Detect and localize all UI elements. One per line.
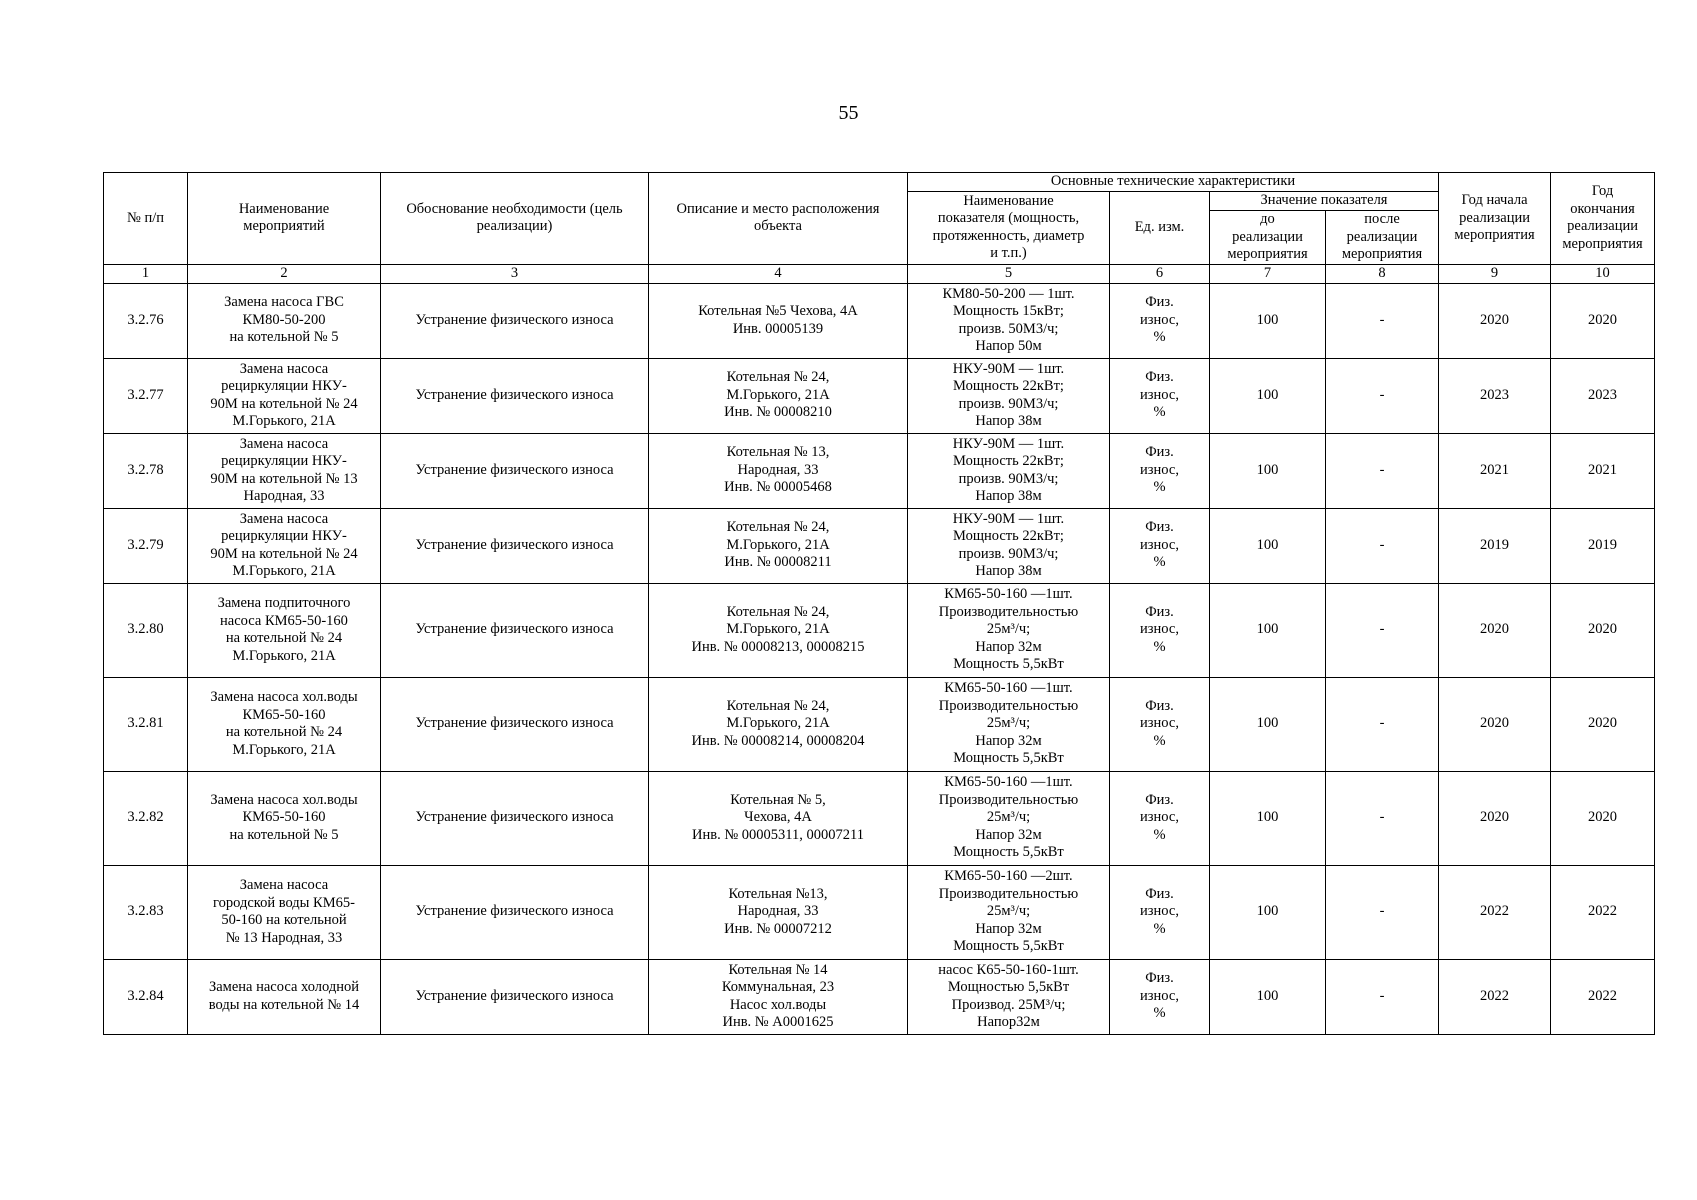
measure-name (188, 677, 381, 771)
header-name: Наименование мероприятий (188, 173, 381, 265)
column-number: 1 (104, 264, 188, 283)
tech-parameter (908, 433, 1110, 508)
measure-reason: Устранение физического износа (381, 771, 649, 865)
start-year: 2023 (1439, 358, 1551, 433)
column-number: 6 (1110, 264, 1210, 283)
tech-parameter-line: Напор 32м (975, 732, 1042, 749)
value-after: - (1326, 508, 1439, 583)
unit-of-measure-line: Физ. (1145, 885, 1174, 902)
measure-name-line: М.Горького, 21А (232, 741, 336, 758)
object-description-line: Инв. № 00005468 (724, 479, 832, 496)
measure-reason: Устранение физического износа (381, 959, 649, 1034)
unit-of-measure-line: % (1153, 1005, 1166, 1022)
unit-of-measure-line: Физ. (1145, 791, 1174, 808)
unit-of-measure (1110, 508, 1210, 583)
unit-of-measure-line: % (1153, 554, 1166, 571)
measure-name-line: Замена насоса ГВС (224, 294, 344, 311)
row-number: 3.2.80 (104, 583, 188, 677)
object-description-line: Котельная №5 Чехова, 4А (698, 303, 858, 319)
measure-name-line: Замена насоса хол.воды (210, 689, 358, 705)
tech-parameter-line: КМ80-50-200 — 1шт. (942, 285, 1075, 302)
row-number: 3.2.83 (104, 865, 188, 959)
object-description-line: М.Горького, 21А (726, 386, 830, 403)
header-num: № п/п (104, 173, 188, 265)
tech-parameter-line: Производительностью (938, 791, 1079, 808)
end-year: 2023 (1551, 358, 1655, 433)
unit-of-measure-line: Физ. (1145, 603, 1174, 620)
tech-parameter-line: Мощностью 5,5кВт (947, 979, 1070, 995)
measure-name-line: рециркуляции НКУ- (221, 453, 347, 469)
tech-parameter-line: Напор32м (977, 1014, 1040, 1030)
measure-name-line: 90М на котельной № 13 (210, 470, 358, 487)
table-row (104, 677, 1655, 771)
object-description (649, 508, 908, 583)
start-year: 2022 (1439, 959, 1551, 1034)
start-year: 2020 (1439, 771, 1551, 865)
tech-parameter-line: Мощность 22кВт; (953, 378, 1064, 394)
value-before: 100 (1210, 358, 1326, 433)
tech-parameter (908, 358, 1110, 433)
measure-name-line: городской воды КМ65- (213, 894, 355, 911)
page-number: 55 (838, 102, 859, 124)
tech-parameter-line: 25м³/ч; (986, 621, 1031, 638)
measure-reason: Устранение физического износа (381, 433, 649, 508)
value-after: - (1326, 583, 1439, 677)
object-description-line: Котельная № 14 (728, 961, 828, 978)
object-description-line: Коммунальная, 23 (721, 979, 835, 995)
measure-name-line: М.Горького, 21А (232, 413, 336, 429)
unit-of-measure (1110, 677, 1210, 771)
tech-parameter (908, 771, 1110, 865)
measure-name-line: Народная, 33 (243, 488, 325, 504)
measure-name-line: Замена насоса (239, 877, 329, 893)
value-after: - (1326, 959, 1439, 1034)
value-before: 100 (1210, 959, 1326, 1034)
object-description (649, 433, 908, 508)
tech-parameter-line: произв. 90М3/ч; (958, 395, 1059, 412)
object-description-line: Чехова, 4А (744, 809, 812, 826)
object-description (649, 358, 908, 433)
measure-name (188, 358, 381, 433)
row-number: 3.2.76 (104, 283, 188, 358)
tech-parameter-line: КМ65-50-160 —1шт. (944, 774, 1073, 791)
start-year: 2022 (1439, 865, 1551, 959)
measure-name-line: на котельной № 24 (225, 630, 343, 646)
value-before: 100 (1210, 508, 1326, 583)
object-description-line: Народная, 33 (737, 461, 819, 478)
unit-of-measure (1110, 358, 1210, 433)
column-number: 4 (649, 264, 908, 283)
value-before: 100 (1210, 283, 1326, 358)
tech-parameter-line: Мощность 15кВт; (953, 303, 1064, 319)
object-description-line: Котельная № 24, (726, 603, 830, 620)
column-number: 9 (1439, 264, 1551, 283)
measure-name-line: 50-160 на котельной (221, 912, 347, 928)
object-description-line: М.Горького, 21А (726, 715, 830, 732)
unit-of-measure-line: износ, (1140, 621, 1179, 638)
unit-of-measure-line: износ, (1140, 386, 1179, 403)
table-row (104, 508, 1655, 583)
tech-parameter-line: Мощность 22кВт; (953, 528, 1064, 544)
measure-reason: Устранение физического износа (381, 508, 649, 583)
unit-of-measure (1110, 283, 1210, 358)
measure-name (188, 959, 381, 1034)
value-after: - (1326, 358, 1439, 433)
measure-name-line: Замена насоса (239, 510, 329, 527)
value-before: 100 (1210, 771, 1326, 865)
unit-of-measure (1110, 959, 1210, 1034)
unit-of-measure-line: Физ. (1145, 519, 1174, 536)
measure-name-line: Замена насоса (239, 360, 329, 377)
measure-name-line: насоса КМ65-50-160 (220, 612, 348, 629)
tech-parameter-line: произв. 90М3/ч; (958, 545, 1059, 562)
table-row (104, 283, 1655, 358)
tech-parameter-line: Производительностью (938, 885, 1079, 902)
unit-of-measure-line: % (1153, 404, 1166, 421)
header-unit: Ед. изм. (1110, 192, 1210, 265)
tech-parameter-line: Производительностью (938, 697, 1079, 714)
end-year: 2020 (1551, 583, 1655, 677)
table-row (104, 583, 1655, 677)
column-number: 7 (1210, 264, 1326, 283)
measure-name-line: № 13 Народная, 33 (225, 929, 343, 946)
tech-parameter-line: Мощность 22кВт; (953, 453, 1064, 469)
end-year: 2021 (1551, 433, 1655, 508)
unit-of-measure-line: Физ. (1145, 294, 1174, 311)
tech-parameter (908, 865, 1110, 959)
measure-name-line: М.Горького, 21А (232, 563, 336, 579)
start-year: 2020 (1439, 283, 1551, 358)
value-before: 100 (1210, 865, 1326, 959)
start-year: 2020 (1439, 677, 1551, 771)
measure-name-line: Замена насоса (239, 435, 329, 452)
table-row (104, 771, 1655, 865)
value-after: - (1326, 283, 1439, 358)
object-description-line: Народная, 33 (737, 903, 819, 920)
unit-of-measure-line: износ, (1140, 715, 1179, 732)
measures-table (103, 172, 1655, 1035)
end-year: 2020 (1551, 771, 1655, 865)
value-after: - (1326, 677, 1439, 771)
tech-parameter-line: 25м³/ч; (986, 809, 1031, 826)
column-number: 3 (381, 264, 649, 283)
tech-parameter-line: КМ65-50-160 —1шт. (944, 680, 1073, 697)
unit-of-measure-line: износ, (1140, 311, 1179, 328)
tech-parameter-line: произв. 50М3/ч; (958, 320, 1059, 337)
object-description (649, 959, 908, 1034)
tech-parameter (908, 283, 1110, 358)
object-description-line: Котельная № 24, (726, 369, 830, 386)
measure-reason: Устранение физического износа (381, 583, 649, 677)
value-after: - (1326, 433, 1439, 508)
table-header (104, 173, 1655, 284)
unit-of-measure-line: Физ. (1145, 369, 1174, 386)
measure-reason: Устранение физического износа (381, 677, 649, 771)
tech-parameter-line: Мощность 5,5кВт (953, 656, 1064, 673)
header-start-year: Год начала реализации мероприятия (1439, 173, 1551, 265)
measure-name-line: 90М на котельной № 24 (210, 545, 358, 562)
object-description (649, 865, 908, 959)
column-number: 8 (1326, 264, 1439, 283)
tech-parameter-line: Мощность 5,5кВт (953, 938, 1064, 955)
measure-name-line: КМ65-50-160 (242, 706, 326, 723)
header-before: до реализации мероприятия (1210, 211, 1326, 265)
measure-name (188, 583, 381, 677)
start-year: 2021 (1439, 433, 1551, 508)
measure-name (188, 508, 381, 583)
object-description-line: Насос хол.воды (729, 996, 827, 1013)
end-year: 2020 (1551, 677, 1655, 771)
row-number: 3.2.84 (104, 959, 188, 1034)
row-number: 3.2.81 (104, 677, 188, 771)
object-description (649, 677, 908, 771)
header-end-year: Год окончания реализации мероприятия (1551, 173, 1655, 265)
object-description-line: М.Горького, 21А (726, 621, 830, 638)
tech-parameter-line: НКУ-90М — 1шт. (952, 510, 1065, 527)
measure-name-line: КМ80-50-200 (242, 311, 326, 328)
tech-parameter-line: произв. 90М3/ч; (958, 470, 1059, 487)
value-after: - (1326, 865, 1439, 959)
unit-of-measure-line: Физ. (1145, 697, 1174, 714)
column-number: 5 (908, 264, 1110, 283)
tech-parameter (908, 508, 1110, 583)
measure-reason: Устранение физического износа (381, 283, 649, 358)
object-description (649, 771, 908, 865)
unit-of-measure (1110, 771, 1210, 865)
tech-parameter-line: НКУ-90М — 1шт. (952, 435, 1065, 452)
row-number: 3.2.82 (104, 771, 188, 865)
column-number: 2 (188, 264, 381, 283)
tech-parameter-line: Производительностью (938, 603, 1079, 620)
object-description-line: Инв. № 00008213, 00008215 (691, 638, 865, 655)
value-before: 100 (1210, 677, 1326, 771)
measure-name-line: 90М на котельной № 24 (210, 395, 358, 412)
measure-name-line: Замена насоса хол.воды (210, 791, 358, 808)
unit-of-measure-line: % (1153, 732, 1166, 749)
unit-of-measure-line: Физ. (1145, 444, 1174, 461)
tech-parameter-line: Напор 32м (975, 826, 1042, 843)
tech-parameter-line: Мощность 5,5кВт (953, 844, 1064, 861)
tech-parameter-line: Напор 50м (975, 338, 1042, 354)
start-year: 2020 (1439, 583, 1551, 677)
tech-parameter-line: 25м³/ч; (986, 715, 1031, 732)
header-reason: Обоснование необходимости (цель реализации) (381, 173, 649, 265)
unit-of-measure-line: % (1153, 479, 1166, 496)
measure-name-line: на котельной № 5 (229, 826, 339, 843)
object-description-line: Инв. № 00008210 (724, 404, 832, 421)
unit-of-measure (1110, 433, 1210, 508)
end-year: 2022 (1551, 865, 1655, 959)
value-after: - (1326, 771, 1439, 865)
tech-parameter-line: КМ65-50-160 —1шт. (944, 586, 1073, 603)
measure-name-line: на котельной № 5 (229, 329, 339, 346)
measure-name-line: рециркуляции НКУ- (221, 378, 347, 394)
tech-parameter-line: Мощность 5,5кВт (953, 750, 1064, 767)
unit-of-measure-line: Физ. (1145, 970, 1174, 987)
unit-of-measure-line: износ, (1140, 461, 1179, 478)
object-description-line: Котельная № 24, (726, 519, 830, 536)
unit-of-measure-line: % (1153, 638, 1166, 655)
measure-name-line: рециркуляции НКУ- (221, 528, 347, 544)
tech-parameter-line: Напор 32м (975, 638, 1042, 655)
measure-name (188, 283, 381, 358)
measure-name-line: воды на котельной № 14 (208, 996, 360, 1013)
measure-reason: Устранение физического износа (381, 865, 649, 959)
object-description-line: Инв. № 00007212 (724, 920, 832, 937)
tech-parameter-line: НКУ-90М — 1шт. (952, 360, 1065, 377)
tech-parameter-line: Напор 38м (975, 488, 1042, 504)
row-number: 3.2.79 (104, 508, 188, 583)
table-row (104, 358, 1655, 433)
measure-name-line: КМ65-50-160 (242, 809, 326, 826)
unit-of-measure-line: износ, (1140, 536, 1179, 553)
tech-parameter (908, 959, 1110, 1034)
header-after: после реализации мероприятия (1326, 211, 1439, 265)
end-year: 2020 (1551, 283, 1655, 358)
tech-parameter-line: насос К65-50-160-1шт. (938, 961, 1079, 978)
header-description: Описание и место расположения объекта (649, 173, 908, 265)
table-row (104, 959, 1655, 1034)
header-param: Наименование показателя (мощность, протяженность, диаметр и т.п.) (908, 192, 1110, 265)
measure-name (188, 865, 381, 959)
measure-reason: Устранение физического износа (381, 358, 649, 433)
unit-of-measure-line: износ, (1140, 809, 1179, 826)
header-tech-group: Основные технические характеристики (908, 173, 1439, 192)
object-description-line: Котельная № 5, (730, 791, 826, 808)
tech-parameter-line: Производ. 25М³/ч; (951, 996, 1066, 1013)
object-description-line: М.Горького, 21А (726, 536, 830, 553)
object-description-line: Инв. № 00005311, 00007211 (692, 826, 864, 843)
object-description-line: Инв. № 00008214, 00008204 (691, 732, 865, 749)
measure-name (188, 771, 381, 865)
header-value-group: Значение показателя (1210, 192, 1439, 211)
table-row (104, 865, 1655, 959)
tech-parameter-line: КМ65-50-160 —2шт. (944, 868, 1073, 885)
value-before: 100 (1210, 433, 1326, 508)
unit-of-measure-line: % (1153, 329, 1166, 346)
object-description-line: Котельная № 24, (726, 697, 830, 714)
unit-of-measure-line: % (1153, 826, 1166, 843)
tech-parameter-line: Напор 32м (975, 920, 1042, 937)
unit-of-measure (1110, 865, 1210, 959)
object-description (649, 583, 908, 677)
unit-of-measure-line: износ, (1140, 987, 1179, 1004)
tech-parameter (908, 583, 1110, 677)
end-year: 2022 (1551, 959, 1655, 1034)
measure-name-line: на котельной № 24 (225, 724, 343, 740)
unit-of-measure-line: износ, (1140, 903, 1179, 920)
value-before: 100 (1210, 583, 1326, 677)
object-description (649, 283, 908, 358)
start-year: 2019 (1439, 508, 1551, 583)
object-description-line: Котельная № 13, (726, 444, 830, 461)
table-row (104, 433, 1655, 508)
row-number: 3.2.78 (104, 433, 188, 508)
table-body (104, 283, 1655, 1034)
tech-parameter-line: 25м³/ч; (986, 903, 1031, 920)
end-year: 2019 (1551, 508, 1655, 583)
object-description-line: Котельная №13, (728, 885, 828, 902)
unit-of-measure (1110, 583, 1210, 677)
object-description-line: Инв. № А0001625 (722, 1014, 834, 1030)
column-numbers-row (104, 264, 1655, 283)
measure-name (188, 433, 381, 508)
tech-parameter-line: Напор 38м (975, 413, 1042, 429)
tech-parameter-line: Напор 38м (975, 563, 1042, 579)
measure-name-line: М.Горького, 21А (232, 647, 336, 664)
object-description-line: Инв. 00005139 (732, 320, 824, 337)
tech-parameter (908, 677, 1110, 771)
row-number: 3.2.77 (104, 358, 188, 433)
measure-name-line: Замена насоса холодной (208, 979, 360, 995)
column-number: 10 (1551, 264, 1655, 283)
unit-of-measure-line: % (1153, 920, 1166, 937)
measure-name-line: Замена подпиточного (217, 595, 351, 611)
object-description-line: Инв. № 00008211 (724, 554, 832, 571)
